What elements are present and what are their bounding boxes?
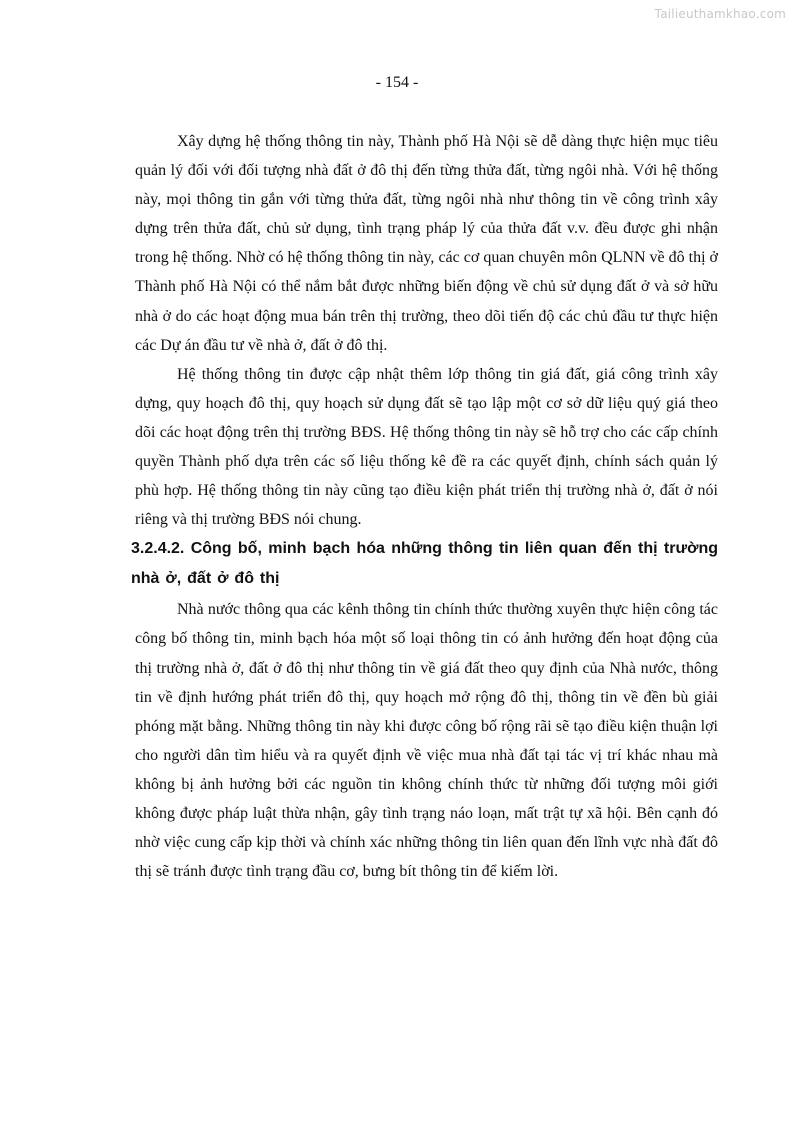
- section-heading: 3.2.4.2. Công bố, minh bạch hóa những thông tin liên quan đến thị trường nhà ở, đất ở đô thị: [131, 540, 718, 588]
- watermark-text: Tailieuthamkhao.com: [654, 7, 786, 21]
- paragraph-2: Hệ thống thông tin được cập nhật thêm lớp thông tin giá đất, giá công trình xây dựng, quy hoạch đô thị, quy hoạch sử dụng đất sẽ tạo lập một cơ sở dữ liệu quý giá theo dõi các hoạt động trên thị trường BĐS. Hệ thống thông tin này sẽ hỗ trợ cho các cấp chính quyền Thành phố dựa trên các số liệu thống kê đề ra các quyết định, chính sách quản lý phù hợp. Hệ thống thông tin này cũng tạo điều kiện phát triển thị trường nhà ở, đất ở nói riêng và thị trường BĐS nói chung.: [135, 365, 718, 529]
- paragraph-3: Nhà nước thông qua các kênh thông tin chính thức thường xuyên thực hiện công tác công bố thông tin, minh bạch hóa một số loại thông tin có ảnh hưởng đến hoạt động của thị trường nhà ở, đất ở đô thị như thông tin về giá đất theo quy định của Nhà nước, thông tin về định hướng phát triển đô thị, quy hoạch mở rộng đô thị, thông tin về đền bù giải phóng mặt bằng. Những thông tin này khi được công bố rộng rãi sẽ tạo điều kiện thuận lợi cho người dân tìm hiểu và ra quyết định về việc mua nhà đất tại tác vị trí khác nhau mà không bị ảnh hưởng bởi các nguồn tin không chính thức từ những đối tượng môi giới không được pháp luật thừa nhận, gây tình trạng náo loạn, mất trật tự xã hội. Bên cạnh đó nhờ việc cung cấp kịp thời và chính xác những thông tin liên quan đến lĩnh vực nhà đất đô thị sẽ tránh được tình trạng đầu cơ, bưng bít thông tin để kiếm lời.: [135, 601, 718, 881]
- page-number: - 154 -: [375, 74, 419, 91]
- document-body: [131, 127, 718, 886]
- paragraph-1: Xây dựng hệ thống thông tin này, Thành phố Hà Nội sẽ dễ dàng thực hiện mục tiêu quản lý đối với đối tượng nhà đất ở đô thị đến từng thửa đất, từng ngôi nhà. Với hệ thống này, mọi thông tin gắn với từng thửa đất, từng ngôi nhà như thông tin về công trình xây dựng trên thửa đất, chủ sử dụng, tình trạng pháp lý của thửa đất v.v. đều được ghi nhận trong hệ thống. Nhờ có hệ thống thông tin này, các cơ quan chuyên môn QLNN về đô thị ở Thành phố Hà Nội có thể nắm bắt được những biến động về chủ sử dụng đất ở và sở hữu nhà ở do các hoạt động mua bán trên thị trường, theo dõi tiến độ các chủ đầu tư thực hiện các Dự án đầu tư về nhà ở, đất ở đô thị.: [135, 133, 718, 354]
